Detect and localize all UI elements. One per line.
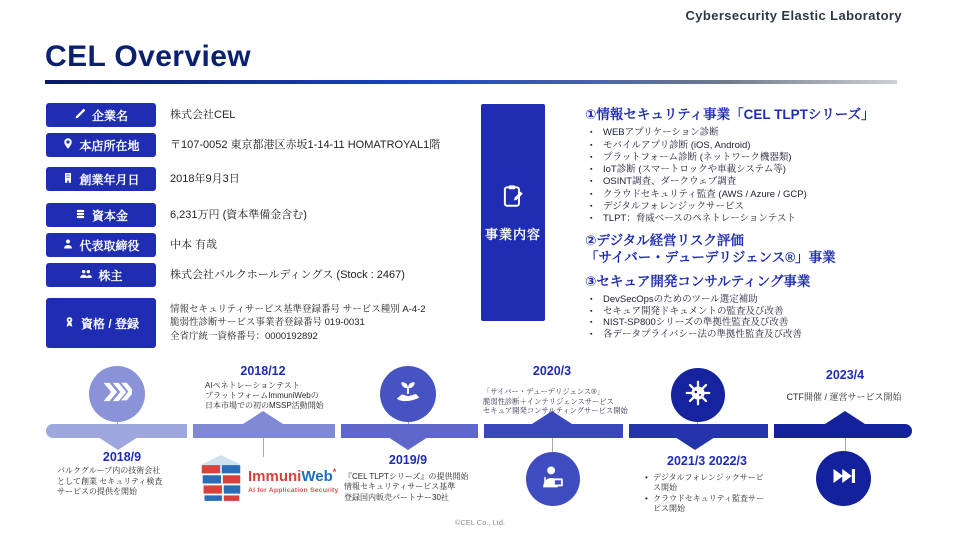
- connector-line: [552, 438, 553, 452]
- list-item: ▪ WEBアプリケーション診断: [590, 127, 957, 139]
- virus-icon: [683, 378, 713, 413]
- immuniweb-word-blue: Web: [301, 468, 333, 485]
- milestone-circle-security: [671, 368, 725, 422]
- immuniweb-cube-icon: [199, 454, 243, 507]
- desc-line: バルクグループ内の技術会社: [57, 466, 161, 475]
- row-label-text: 創業年月日: [79, 172, 140, 187]
- desc-line: 「サイバー・デューデリジェンス®」: [483, 387, 604, 396]
- title-underline: [45, 80, 897, 84]
- section-bullet-list: [590, 127, 957, 225]
- map-pin-icon: [62, 137, 74, 153]
- list-item: ▪ デジタルフォレンジックサービス: [590, 201, 957, 213]
- row-label-ceo: [46, 233, 156, 257]
- row-label-shareholder: [46, 263, 156, 287]
- sprout-hand-icon: [393, 377, 423, 412]
- list-item: ▪ プラットフォーム診断 (ネットワーク機器類): [590, 152, 957, 164]
- row-value: 中本 有哉: [170, 238, 218, 251]
- timeline-desc-2020-3: [483, 387, 647, 416]
- timeline-date-2023-4: 2023/4: [825, 368, 865, 382]
- coins-icon: [74, 208, 87, 223]
- timeline-date-2018-12: 2018/12: [240, 364, 286, 378]
- timeline-date-2018-9: 2018/9: [102, 450, 142, 464]
- row-value: 株式会社CEL: [170, 108, 236, 121]
- certificate-icon: [63, 315, 76, 332]
- milestone-circle-consulting: [526, 452, 580, 506]
- person-computer-icon: [538, 462, 568, 497]
- arrow-down-2021-2022: [675, 437, 715, 450]
- row-value: 2018年9月3日: [170, 172, 240, 185]
- list-item: ▪ TLPT：脅威ベースのペネトレーションテスト: [590, 213, 957, 225]
- arrow-up-2023-4: [825, 411, 865, 424]
- table-row: [46, 103, 235, 127]
- people-icon: [79, 268, 93, 283]
- person-icon: [62, 238, 74, 253]
- table-row: [46, 233, 217, 257]
- connector-line: [845, 438, 846, 451]
- list-item: ▪ NIST-SP800シリーズの準拠性監査及び改善: [590, 317, 957, 329]
- row-label-text: 資本金: [91, 208, 128, 223]
- row-label-text: 資格 / 登録: [80, 316, 139, 331]
- desc-line: 情報セキュリティサービス基準: [344, 482, 456, 492]
- row-value-line: 全省庁統一資格番号：0000192892: [170, 330, 318, 342]
- row-label-text: 企業名: [91, 108, 128, 123]
- timeline-desc-2018-9: [57, 466, 191, 498]
- timeline-segment-5: [629, 424, 768, 438]
- table-row: [46, 133, 440, 157]
- milestone-circle-founding: [89, 366, 145, 422]
- row-value: 株式会社バルクホールディングス (Stock : 2467): [170, 268, 405, 281]
- desc-line: プラットフォームImmuniWebの: [205, 391, 319, 400]
- timeline-segment-6: [774, 424, 912, 438]
- timeline-date-2021-2022: 2021/3 2022/3: [667, 454, 747, 468]
- pencil-icon: [74, 107, 87, 123]
- desc-line: CTF開催 / 運営サービス開始: [786, 392, 902, 402]
- section-title: ②デジタル経営リスク評価: [585, 233, 744, 248]
- timeline-segment-1: [46, 424, 187, 438]
- row-label-founded: [46, 167, 156, 191]
- desc-line: 日本市場での初のMSSP活動開始: [205, 401, 324, 410]
- desc-line: サービスの提供を開始: [57, 487, 137, 497]
- row-value-line: 脆弱性診断サービス事業者登録番号 019-0031: [170, 317, 365, 329]
- business-section-1: [585, 106, 957, 226]
- copyright-text: ©CEL Co., Ltd.: [454, 518, 506, 527]
- timeline-desc-2023-4: [764, 390, 924, 403]
- list-item: ▪ クラウドセキュリティ監査 (AWS / Azure / GCP): [590, 189, 957, 201]
- table-row: [46, 263, 405, 287]
- desc-line: • クラウドセキュリティ監査サービス開始: [645, 494, 767, 515]
- timeline-segment-4: [484, 424, 623, 438]
- list-item: ▪ セキュア開発ドキュメントの監査及び改善: [590, 306, 957, 318]
- desc-line: 脆弱性診断＋インテリジェンスサービス: [483, 396, 614, 406]
- clipboard-icon: [500, 183, 526, 214]
- timeline-segment-3: [341, 424, 478, 438]
- business-section-2: [585, 232, 957, 267]
- desc-line: 登録国内販売パートナー30社: [344, 492, 449, 502]
- business-panel-label: 事業内容: [484, 226, 541, 242]
- desc-line: • デジタルフォレンジックサービス開始: [645, 473, 767, 494]
- list-item: ▪ DevSecOpsのためのツール選定補助: [590, 294, 957, 306]
- building-icon: [62, 171, 74, 187]
- row-label-certifications: [46, 298, 156, 348]
- row-label-text: 株主: [98, 268, 123, 283]
- immuniweb-word-red: Immuni: [248, 468, 302, 485]
- milestone-circle-growth: [380, 366, 436, 422]
- list-item: ▪ 各データプライバシー法の準拠性監査及び改善: [590, 329, 957, 341]
- timeline-date-2020-3: 2020/3: [532, 364, 572, 378]
- company-brand-text: Cybersecurity Elastic Laboratory: [685, 8, 902, 23]
- row-value: [170, 303, 426, 343]
- timeline-date-2019-9: 2019/9: [388, 453, 428, 467]
- table-row: [46, 298, 426, 348]
- row-label-head-office: [46, 133, 156, 157]
- immuniweb-mark: *: [332, 467, 337, 477]
- desc-line: セキュア開発コンサルティングサービス開始: [483, 406, 628, 416]
- section-bullet-list: [590, 294, 957, 340]
- chevrons-icon: [102, 381, 132, 408]
- row-label-company-name: [46, 103, 156, 127]
- row-value: 6,231万円 (資本準備金含む): [170, 208, 307, 221]
- arrow-down-2018-9: [98, 437, 138, 450]
- row-value-line: 情報セキュリティサービス基準登録番号 サービス種別 A-4-2: [170, 304, 426, 316]
- table-row: [46, 167, 240, 191]
- section-title: ③セキュア開発コンサルティング事業: [585, 274, 811, 289]
- desc-line: 『CEL TLPTシリーズ』の提供開始: [344, 472, 469, 481]
- timeline-desc-2019-9: [344, 472, 490, 503]
- row-label-text: 本店所在地: [79, 138, 140, 153]
- immuniweb-wordmark: [248, 467, 339, 494]
- section-title: ①情報セキュリティ事業「CEL TLPTシリーズ」: [585, 107, 875, 122]
- timeline-segment-2: [193, 424, 335, 438]
- row-value: 〒107-0052 東京都港区赤坂1-14-11 HOMATROYAL1階: [170, 138, 441, 151]
- arrow-down-2019-9: [388, 437, 428, 450]
- immuniweb-tagline: AI for Application Security: [248, 487, 339, 494]
- milestone-circle-future: [816, 451, 871, 506]
- desc-line: AIペネトレーションテスト: [205, 381, 300, 390]
- business-section-3: [585, 273, 957, 341]
- timeline-desc-2018-12: [205, 381, 347, 411]
- desc-line: として創業 セキュリティ検査: [57, 476, 163, 486]
- row-label-text: 代表取締役: [79, 238, 140, 253]
- business-content-panel: [481, 104, 545, 321]
- table-row: [46, 203, 307, 227]
- arrow-up-2018-12: [243, 411, 283, 424]
- page-title: CEL Overview: [45, 40, 252, 73]
- timeline-desc-2021-2022: [645, 473, 767, 515]
- list-item: ▪ OSINT調査、ダークウェブ調査: [590, 176, 957, 188]
- list-item: ▪ モバイルアプリ診断 (iOS, Android): [590, 140, 957, 152]
- row-label-capital: [46, 203, 156, 227]
- section-title-line2: 「サイバー・デューデリジェンス®」事業: [585, 250, 836, 266]
- list-item: ▪ IoT診断 (スマートロックや車載システム等): [590, 164, 957, 176]
- immuniweb-logo: [199, 454, 339, 507]
- fast-forward-icon: [830, 462, 858, 495]
